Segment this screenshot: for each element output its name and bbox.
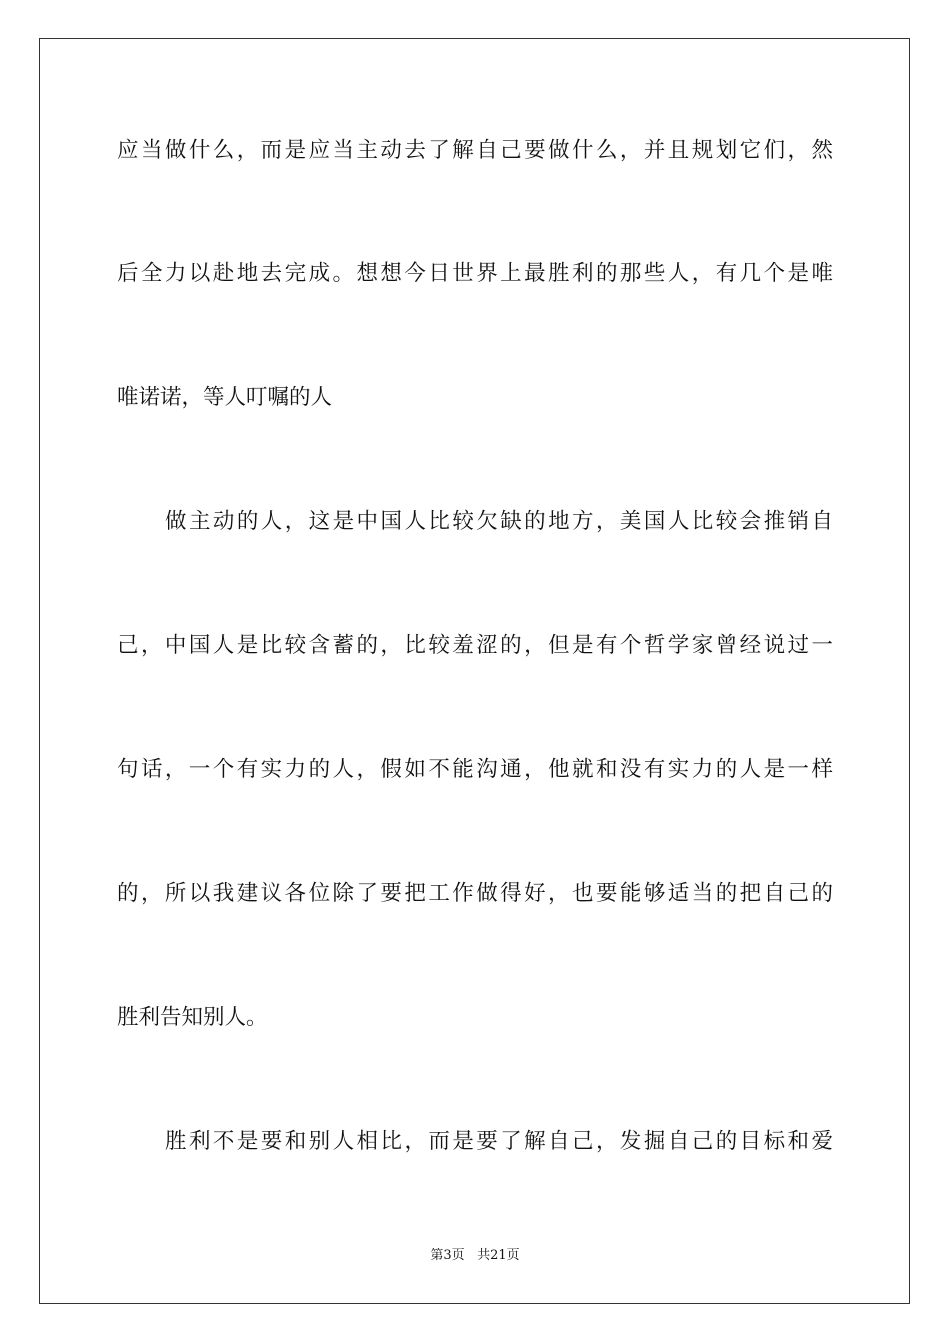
total-pages: 共21页	[477, 1248, 520, 1263]
text-line: 胜利告知别人。	[117, 1005, 268, 1030]
text-line: 的，所以我建议各位除了要把工作做得好，也要能够适当的把自己的	[117, 881, 833, 906]
paragraph-start-line: 做主动的人，这是中国人比较欠缺的地方，美国人比较会推销自	[165, 509, 833, 534]
text-line: 应当做什么，而是应当主动去了解自己要做什么，并且规划它们，然	[117, 138, 833, 163]
text-line: 己，中国人是比较含蓄的，比较羞涩的，但是有个哲学家曾经说过一	[117, 633, 833, 658]
page-number: 第3页	[430, 1248, 465, 1263]
page-border	[39, 38, 910, 1304]
text-line: 唯诺诺，等人叮嘱的人	[117, 385, 333, 410]
paragraph-start-line: 胜利不是要和别人相比，而是要了解自己，发掘自己的目标和爱	[165, 1129, 833, 1154]
text-line: 句话，一个有实力的人，假如不能沟通，他就和没有实力的人是一样	[117, 757, 833, 782]
text-line: 后全力以赴地去完成。想想今日世界上最胜利的那些人，有几个是唯	[117, 261, 833, 286]
page-footer	[0, 1246, 950, 1266]
